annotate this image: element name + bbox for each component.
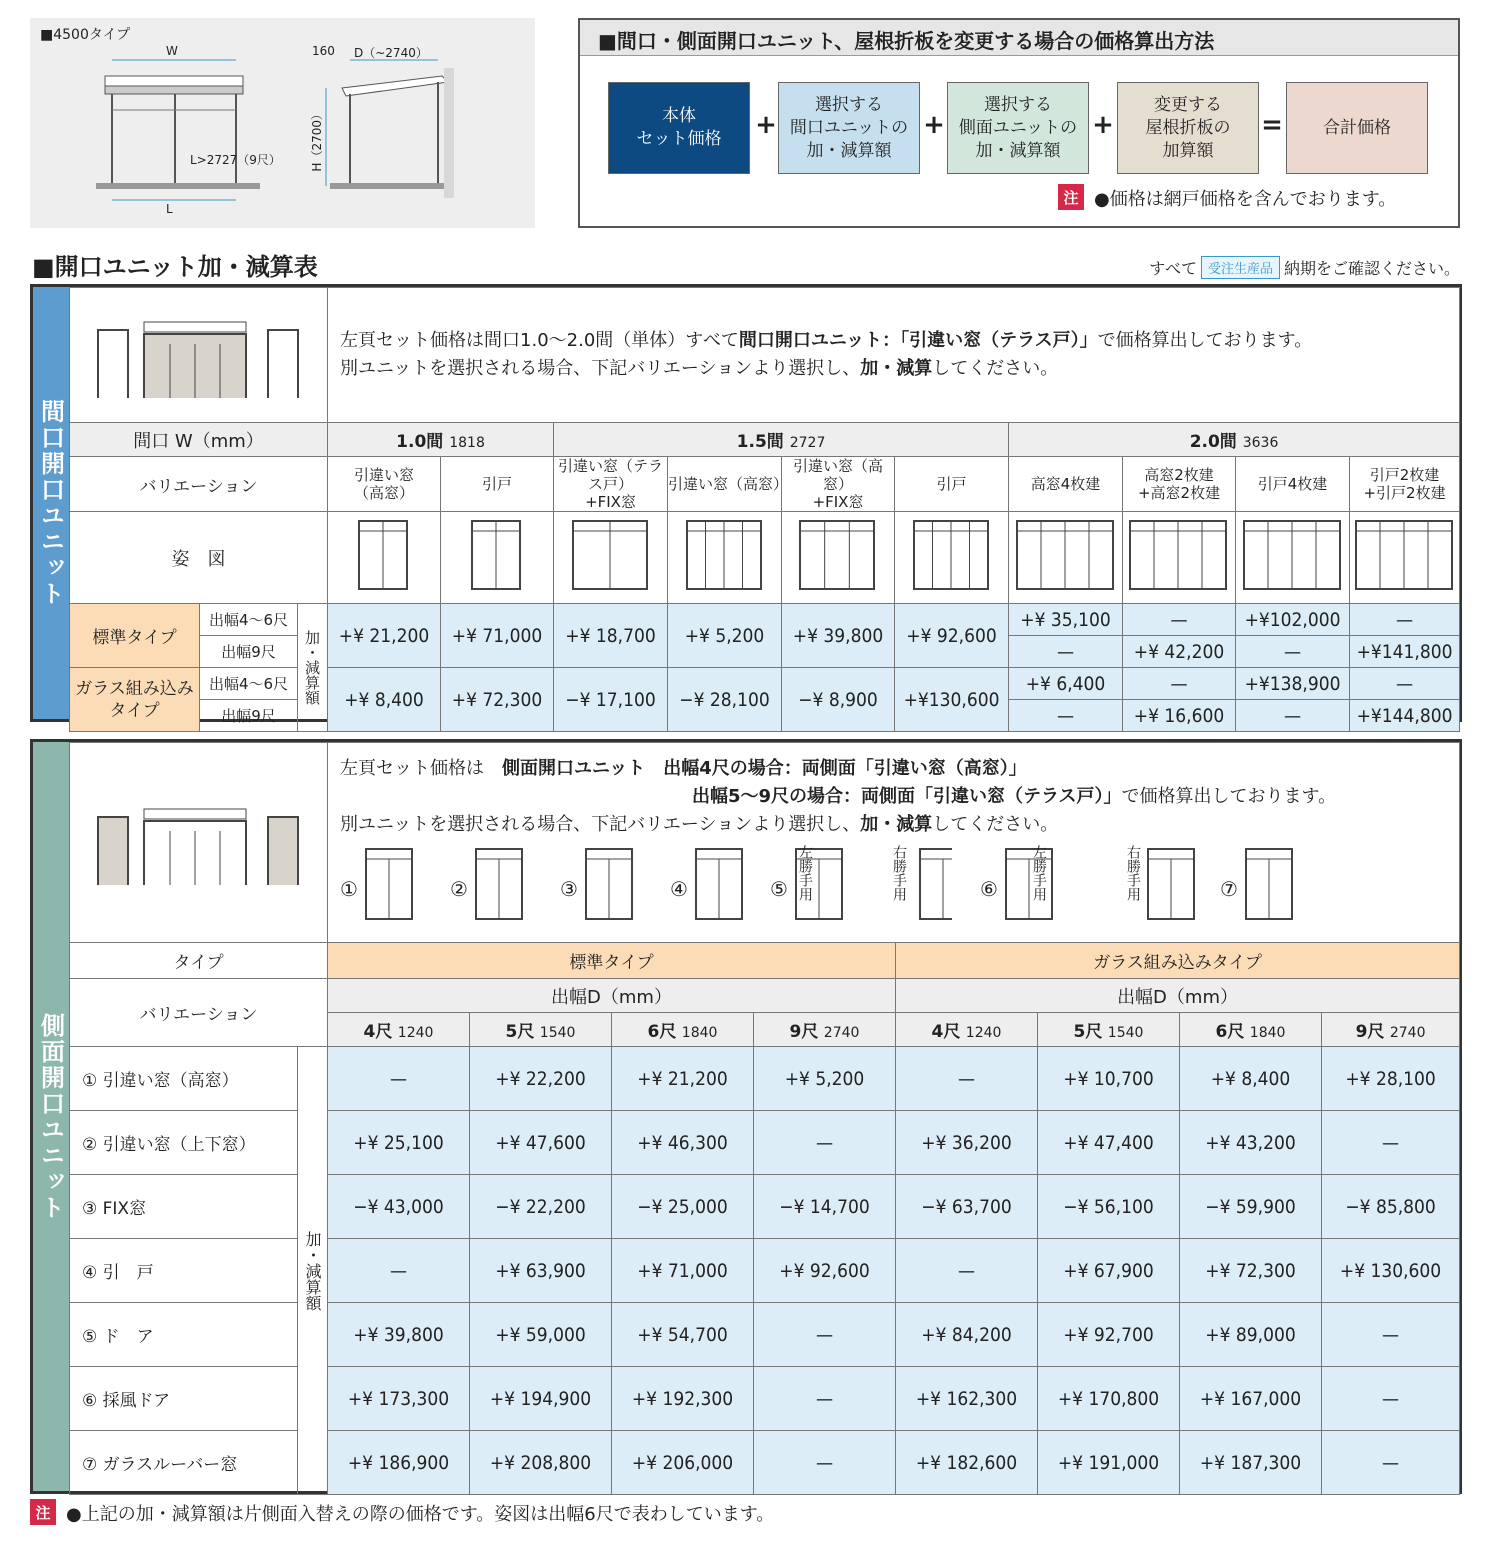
variation-figure-3	[560, 845, 636, 932]
price-cell: +¥ 89,000	[1180, 1303, 1322, 1367]
window-figure	[1004, 845, 1056, 932]
price-cell: −¥ 25,000	[612, 1175, 754, 1239]
desc-text: 左頁セット価格は間口1.0～2.0間（単体）すべて	[340, 330, 739, 351]
variation-name: ④ 引 戸	[70, 1239, 298, 1303]
price-cell: +¥ 186,900	[328, 1431, 470, 1495]
price-cell: +¥ 130,600	[1322, 1239, 1460, 1303]
figure-cell	[328, 512, 441, 604]
price-cell: +¥ 47,400	[1038, 1111, 1180, 1175]
out46-label: 出幅4～6尺	[200, 668, 298, 700]
glass-type-header: ガラス組み込みタイプ	[896, 943, 1460, 979]
window-figure	[685, 517, 765, 593]
formula-base-price: 本体 セット価格	[608, 82, 750, 174]
group-label: 2.0間	[1189, 432, 1237, 452]
figure-cell	[554, 512, 668, 604]
side-unit-description	[328, 743, 1460, 943]
std-type-header: 標準タイプ	[328, 943, 896, 979]
window-figure	[912, 517, 992, 593]
plus-op: +	[1092, 110, 1114, 140]
made-to-order-tag: 受注生産品	[1201, 256, 1280, 279]
price-cell: +¥ 72,300	[441, 668, 554, 732]
price-cell: +¥ 42,200	[1123, 636, 1236, 668]
variation-name: ③ FIX窓	[70, 1175, 298, 1239]
variation-name: ⑥ 採風ドア	[70, 1367, 298, 1431]
figure-number: ⑥	[980, 876, 998, 901]
price-cell: +¥ 39,800	[782, 604, 895, 668]
price-cell: —	[1236, 700, 1350, 732]
calc-side-label: 加・減算額	[298, 604, 328, 732]
out46-label: 出幅4～6尺	[200, 604, 298, 636]
price-cell: +¥ 63,900	[470, 1239, 612, 1303]
desc-bold: 加・減算	[860, 814, 933, 835]
price-cell: +¥ 22,200	[470, 1047, 612, 1111]
figure-cell	[1123, 512, 1236, 604]
price-cell: +¥ 54,700	[612, 1303, 754, 1367]
figure-number: ④	[670, 876, 688, 901]
variation-3: 引違い窓（テラス戸） +FIX窓	[554, 457, 668, 512]
window-figure	[1015, 517, 1117, 593]
price-cell: —	[1322, 1303, 1460, 1367]
price-cell: +¥ 47,600	[470, 1111, 612, 1175]
price-cell: —	[1123, 604, 1236, 636]
desc-text: 別ユニットを選択される場合、下記バリエーションより選択し、	[340, 358, 861, 379]
made-to-order-note	[1149, 256, 1460, 279]
price-cell: +¥ 92,700	[1038, 1303, 1180, 1367]
price-cell: +¥ 182,600	[896, 1431, 1038, 1495]
size-header	[1322, 1013, 1460, 1047]
size-header	[328, 1013, 470, 1047]
table-row	[70, 1303, 1460, 1367]
group-3	[1009, 423, 1460, 457]
front-unit-figure	[94, 308, 304, 398]
size-mm: 1240	[965, 1025, 1002, 1041]
price-cell: −¥ 63,700	[896, 1175, 1038, 1239]
formula-side-unit: 選択する 側面ユニットの 加・減算額	[947, 82, 1089, 174]
price-cell: −¥ 8,900	[782, 668, 895, 732]
price-cell: −¥ 59,900	[1180, 1175, 1322, 1239]
group-mm: 1818	[449, 435, 485, 451]
size-label: 4尺	[363, 1022, 393, 1042]
side-unit-table	[69, 742, 1460, 1495]
front-unit-table-frame	[30, 284, 1462, 727]
price-cell: +¥ 43,200	[1180, 1111, 1322, 1175]
size-label: 6尺	[1215, 1022, 1245, 1042]
right-hand-label	[900, 845, 952, 932]
figure-number: ⑦	[1220, 876, 1238, 901]
price-cell: +¥ 10,700	[1038, 1047, 1180, 1111]
price-cell: —	[754, 1303, 896, 1367]
window-figure	[1354, 517, 1456, 593]
l-note: L>2727（9尺）	[190, 153, 281, 167]
left-hand-label: 左勝手用	[797, 845, 813, 901]
size-header	[1180, 1013, 1322, 1047]
price-cell: +¥ 84,200	[896, 1303, 1038, 1367]
price-cell: —	[1350, 604, 1460, 636]
price-cell: +¥ 5,200	[668, 604, 782, 668]
price-cell: +¥ 36,200	[896, 1111, 1038, 1175]
size-mm: 2740	[1389, 1025, 1426, 1041]
price-cell: −¥ 43,000	[328, 1175, 470, 1239]
front-unit-illustration	[70, 288, 328, 423]
price-cell: +¥ 194,900	[470, 1367, 612, 1431]
desc-text: で価格算出しております。	[1121, 786, 1337, 807]
price-cell: +¥102,000	[1236, 604, 1350, 636]
out-width-header: 出幅D（mm）	[328, 979, 896, 1013]
window-figure	[474, 845, 526, 932]
variation-1: 引違い窓 （高窓）	[328, 457, 441, 512]
variation-5: 引違い窓（高窓） +FIX窓	[782, 457, 895, 512]
price-cell: —	[754, 1431, 896, 1495]
price-cell: −¥ 17,100	[554, 668, 668, 732]
size-header	[470, 1013, 612, 1047]
desc-text: 別ユニットを選択される場合、下記バリエーションより選択し、	[340, 814, 861, 835]
equals-op: =	[1261, 110, 1283, 140]
price-cell: —	[1236, 636, 1350, 668]
variation-name: ① 引違い窓（高窓）	[70, 1047, 298, 1111]
desc-bold: 間口開口ユニット：「引違い窓（テラス戸）」	[738, 330, 1098, 351]
standard-type-label: 標準タイプ	[70, 604, 200, 668]
size-label: 5尺	[1073, 1022, 1103, 1042]
figure-cell	[1350, 512, 1460, 604]
variation-figure-7	[1220, 845, 1296, 932]
price-cell: +¥ 25,100	[328, 1111, 470, 1175]
price-cell: +¥ 5,200	[754, 1047, 896, 1111]
desc-bold: ：両側面「引違い窓（高窓）」	[783, 758, 1027, 779]
note-badge: 注	[30, 1499, 56, 1525]
window-figure	[357, 517, 411, 593]
price-cell: +¥ 16,600	[1123, 700, 1236, 732]
group-label: 1.0間	[396, 432, 444, 452]
variation-name: ⑤ ド ア	[70, 1303, 298, 1367]
carport-diagram	[30, 18, 535, 228]
size-mm: 2740	[823, 1025, 860, 1041]
window-figure	[364, 845, 416, 932]
h-label: H（2700）	[310, 108, 324, 172]
size-mm: 1840	[1249, 1025, 1286, 1041]
size-label: 5尺	[505, 1022, 535, 1042]
variation-label: バリエーション	[70, 979, 328, 1047]
front-unit-side-label: 間口開口ユニット	[33, 287, 69, 719]
variation-9: 引戸4枚建	[1236, 457, 1350, 512]
price-cell: +¥130,600	[895, 668, 1009, 732]
table-row	[70, 1367, 1460, 1431]
variation-figure-4	[670, 845, 746, 932]
price-cell: —	[754, 1111, 896, 1175]
calc-side-label: 加・減算額	[298, 1047, 328, 1495]
note-post: 納期をご確認ください。	[1283, 259, 1460, 278]
size-mm: 1840	[681, 1025, 718, 1041]
left-hand-label: 左勝手用	[1031, 845, 1047, 901]
price-cell: +¥ 71,000	[441, 604, 554, 668]
price-cell: +¥141,800	[1350, 636, 1460, 668]
figure-number: ②	[450, 876, 468, 901]
table-row	[70, 1239, 1460, 1303]
window-figure	[1242, 517, 1344, 593]
figure-cell	[895, 512, 1009, 604]
out9-label: 出幅9尺	[200, 636, 298, 668]
price-cell: —	[1322, 1367, 1460, 1431]
price-cell: +¥ 35,100	[1009, 604, 1123, 636]
group-mm: 2727	[789, 435, 826, 451]
glass-type-label: ガラス組み込み タイプ	[70, 668, 200, 732]
size-header	[1038, 1013, 1180, 1047]
price-cell: —	[1123, 668, 1236, 700]
variation-4: 引違い窓（高窓）	[668, 457, 782, 512]
formula-title: ■間口・側面開口ユニット、屋根折板を変更する場合の価格算出方法	[580, 20, 1458, 56]
price-cell: +¥ 8,400	[328, 668, 441, 732]
variation-label: バリエーション	[70, 457, 328, 512]
size-header	[612, 1013, 754, 1047]
price-cell: −¥ 14,700	[754, 1175, 896, 1239]
price-cell: +¥ 167,000	[1180, 1367, 1322, 1431]
window-figure	[584, 845, 636, 932]
price-cell: —	[1009, 636, 1123, 668]
price-cell: +¥ 67,900	[1038, 1239, 1180, 1303]
group-mm: 3636	[1242, 435, 1279, 451]
plus-op: +	[923, 110, 945, 140]
price-cell: +¥ 21,200	[612, 1047, 754, 1111]
desc-text: 左頁セット価格は	[340, 758, 484, 779]
price-cell: —	[1350, 668, 1460, 700]
figure-number: ③	[560, 876, 578, 901]
width-label: 間口 W（mm）	[70, 423, 328, 457]
price-cell: +¥ 39,800	[328, 1303, 470, 1367]
desc-bold: 出幅5～9尺の場合：両側面「引違い窓（テラス戸）」	[692, 786, 1122, 807]
price-cell: +¥ 208,800	[470, 1431, 612, 1495]
desc-text: してください。	[932, 358, 1059, 379]
price-cell: −¥ 28,100	[668, 668, 782, 732]
price-cell: +¥ 162,300	[896, 1367, 1038, 1431]
figure-cell	[782, 512, 895, 604]
price-cell: +¥ 6,400	[1009, 668, 1123, 700]
price-cell: +¥ 206,000	[612, 1431, 754, 1495]
note-badge: 注	[1058, 184, 1084, 210]
window-figure	[900, 907, 952, 928]
table-row	[70, 1111, 1460, 1175]
price-cell: +¥ 192,300	[612, 1367, 754, 1431]
variation-2: 引戸	[441, 457, 554, 512]
figure-number: ①	[340, 876, 358, 901]
price-cell: +¥ 28,100	[1322, 1047, 1460, 1111]
figure-cell	[1009, 512, 1123, 604]
size-label: 9尺	[789, 1022, 819, 1042]
price-cell: +¥ 59,000	[470, 1303, 612, 1367]
price-cell: +¥ 173,300	[328, 1367, 470, 1431]
right-hand-label: 右勝手用	[1125, 845, 1141, 901]
size-label: 4尺	[931, 1022, 961, 1042]
window-figure	[571, 517, 651, 593]
size-label: 6尺	[647, 1022, 677, 1042]
price-cell: —	[896, 1047, 1038, 1111]
table-row	[70, 1047, 1460, 1111]
table-row	[70, 1431, 1460, 1495]
window-figure	[1128, 517, 1230, 593]
desc-text: で価格算出しております。	[1097, 330, 1313, 351]
out-width-header: 出幅D（mm）	[896, 979, 1460, 1013]
price-cell: +¥ 191,000	[1038, 1431, 1180, 1495]
note-pre: すべて	[1149, 259, 1197, 278]
window-figure	[1244, 845, 1296, 932]
group-label: 1.5間	[736, 432, 784, 452]
d160-label: 160	[312, 44, 335, 58]
price-cell: +¥ 18,700	[554, 604, 668, 668]
size-mm: 1240	[397, 1025, 434, 1041]
variation-figure-1	[340, 845, 416, 932]
product-diagram	[30, 18, 535, 228]
figure-number: ⑤	[770, 876, 788, 901]
price-cell: +¥ 46,300	[612, 1111, 754, 1175]
price-cell: +¥138,900	[1236, 668, 1350, 700]
figure-cell	[668, 512, 782, 604]
variation-8: 高窓2枚建 +高窓2枚建	[1123, 457, 1236, 512]
price-cell: —	[896, 1239, 1038, 1303]
front-unit-description	[328, 288, 1460, 423]
variation-10: 引戸2枚建 +引戸2枚建	[1350, 457, 1460, 512]
variation-6: 引戸	[895, 457, 1009, 512]
price-cell: +¥144,800	[1350, 700, 1460, 732]
section1-title: ■開口ユニット加・減算表	[32, 253, 318, 281]
desc-bold: 側面開口ユニット 出幅4尺の場合	[502, 758, 784, 779]
price-cell: −¥ 85,800	[1322, 1175, 1460, 1239]
formula-note: ●価格は網戸価格を含んでおります。	[1094, 189, 1397, 210]
figure-cell	[1236, 512, 1350, 604]
variation-figure-2	[450, 845, 526, 932]
price-cell: −¥ 56,100	[1038, 1175, 1180, 1239]
size-label: 9尺	[1355, 1022, 1385, 1042]
table-row	[70, 1175, 1460, 1239]
group-2	[554, 423, 1009, 457]
size-header	[754, 1013, 896, 1047]
price-cell: —	[328, 1239, 470, 1303]
price-cell: —	[1009, 700, 1123, 732]
l-label: L	[166, 202, 173, 216]
type-caption: ■4500タイプ	[40, 27, 131, 43]
price-cell: +¥ 92,600	[895, 604, 1009, 668]
window-figure	[1146, 845, 1198, 932]
variation-name: ② 引違い窓（上下窓）	[70, 1111, 298, 1175]
variation-figures	[340, 845, 1447, 929]
desc-text: してください。	[932, 814, 1059, 835]
front-unit-table	[69, 287, 1460, 732]
price-formula-panel	[578, 18, 1460, 228]
price-cell: +¥ 187,300	[1180, 1431, 1322, 1495]
figure-cell	[441, 512, 554, 604]
price-cell: +¥ 21,200	[328, 604, 441, 668]
d-label: D（~2740）	[354, 46, 428, 60]
price-cell: —	[754, 1367, 896, 1431]
price-cell: +¥ 71,000	[612, 1239, 754, 1303]
size-mm: 1540	[1107, 1025, 1144, 1041]
price-cell: −¥ 22,200	[470, 1175, 612, 1239]
type-label: タイプ	[70, 943, 328, 979]
formula-total: 合計価格	[1286, 82, 1428, 174]
variation-7: 高窓4枚建	[1009, 457, 1123, 512]
price-cell: +¥ 92,600	[754, 1239, 896, 1303]
window-figure	[694, 845, 746, 932]
formula-front-unit: 選択する 間口ユニットの 加・減算額	[778, 82, 920, 174]
window-figure	[470, 517, 524, 593]
right-hand-label: 右勝手用	[891, 845, 907, 901]
variation-name: ⑦ ガラスルーバー窓	[70, 1431, 298, 1495]
size-mm: 1540	[539, 1025, 576, 1041]
plus-op: +	[755, 110, 777, 140]
side-unit-illustration	[70, 743, 328, 943]
out9-label: 出幅9尺	[200, 700, 298, 732]
w-label: W	[166, 44, 178, 58]
desc-bold: 加・減算	[860, 358, 933, 379]
window-figure	[798, 517, 878, 593]
side-unit-side-label: 側面開口ユニット	[33, 742, 69, 1491]
price-cell: —	[1322, 1111, 1460, 1175]
size-header	[896, 1013, 1038, 1047]
price-cell: +¥ 8,400	[1180, 1047, 1322, 1111]
side-unit-figure	[94, 795, 304, 885]
bottom-note: ●上記の加・減算額は片側面入替えの際の価格です。姿図は出幅6尺で表わしています。	[66, 1504, 775, 1525]
price-cell: —	[1322, 1431, 1460, 1495]
figure-label: 姿 図	[70, 512, 328, 604]
group-1	[328, 423, 554, 457]
price-cell: +¥ 170,800	[1038, 1367, 1180, 1431]
price-cell: —	[328, 1047, 470, 1111]
price-cell: +¥ 72,300	[1180, 1239, 1322, 1303]
formula-roof-panel: 変更する 屋根折板の 加算額	[1117, 82, 1259, 174]
side-unit-table-frame	[30, 739, 1462, 1494]
